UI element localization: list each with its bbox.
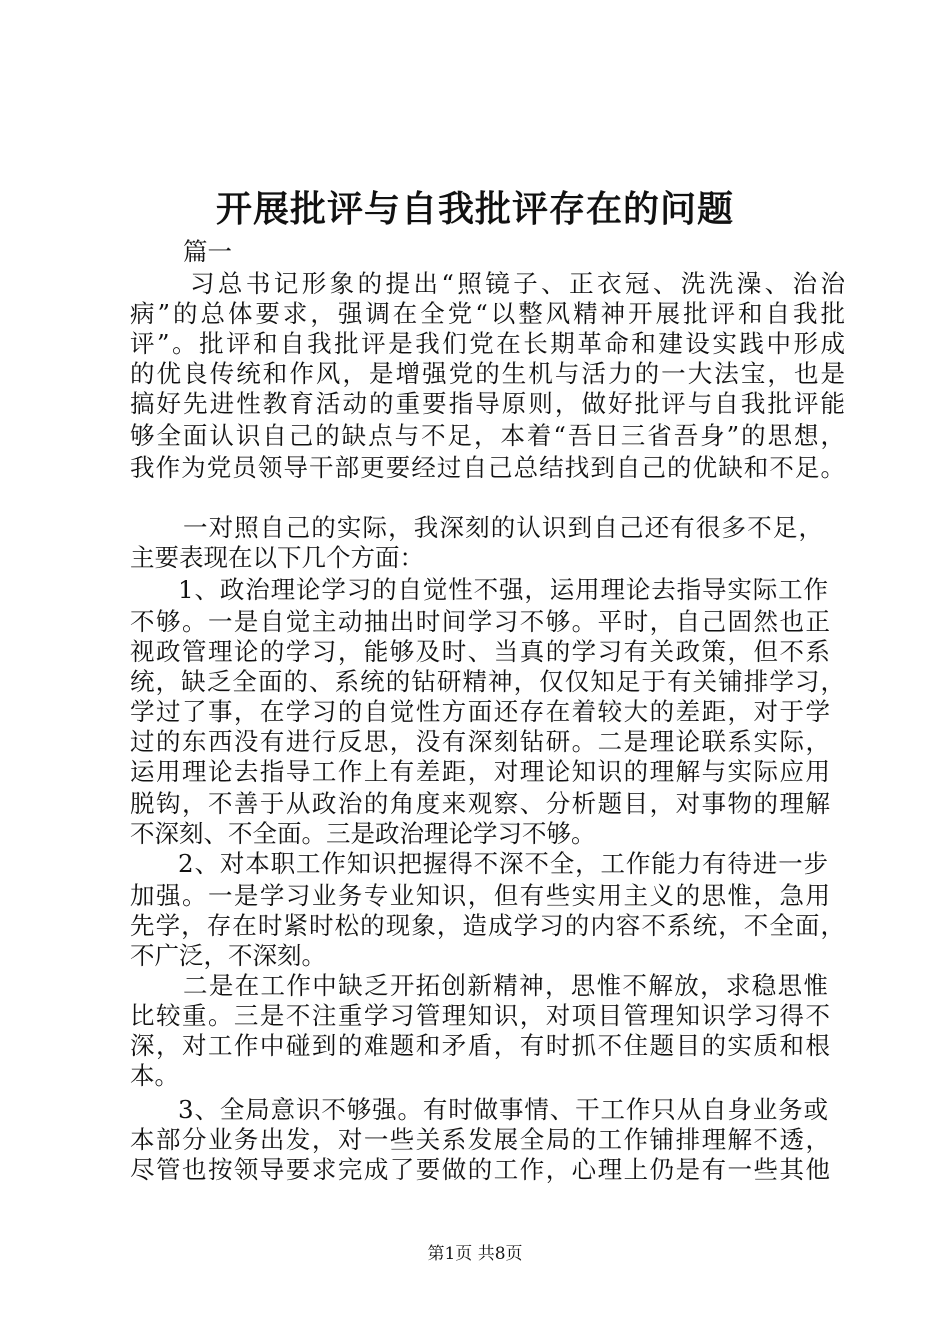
text-line: 脱钩，不善于从政治的角度来观察、分析题目，对事物的理解 bbox=[130, 789, 830, 818]
text-line: 深，对工作中碰到的难题和矛盾，有时抓不住题目的实质和根 bbox=[130, 1031, 830, 1060]
text-line: 不深刻、不全面。三是政治理论学习不够。 bbox=[130, 819, 596, 848]
text-line: 二是在工作中缺乏开拓创新精神，思惟不解放，求稳思惟 bbox=[183, 971, 828, 1000]
text-line: 3、全局意识不够强。有时做事情、干工作只从自身业务或 bbox=[178, 1095, 828, 1124]
text-line: 够全面认识自己的缺点与不足，本着“吾日三省吾身”的思想， bbox=[130, 421, 845, 450]
page-footer: 第1页 共8页 bbox=[427, 1244, 523, 1264]
text-line: 过的东西没有进行反思，没有深刻钻研。二是理论联系实际， bbox=[130, 727, 830, 756]
text-line: 1、政治理论学习的自觉性不强，运用理论去指导实际工作 bbox=[178, 575, 828, 604]
text-line: 主要表现在以下几个方面： bbox=[130, 543, 424, 572]
text-line: 比较重。三是不注重学习管理知识，对项目管理知识学习得不 bbox=[130, 1001, 830, 1030]
text-line: 的优良传统和作风，是增强党的生机与活力的一大法宝，也是 bbox=[130, 359, 845, 388]
text-line: 习总书记形象的提出“照镜子、正衣冠、洗洗澡、治治 bbox=[190, 269, 845, 298]
text-line: 学过了事，在学习的自觉性方面还存在着较大的差距，对于学 bbox=[130, 697, 830, 726]
text-line: 病”的总体要求，强调在全党“以整风精神开展批评和自我批 bbox=[130, 299, 845, 328]
text-line: 视政管理论的学习，能够及时、当真的学习有关政策，但不系 bbox=[130, 637, 830, 666]
text-line: 运用理论去指导工作上有差距，对理论知识的理解与实际应用 bbox=[130, 757, 830, 786]
text-line: 不够。一是自觉主动抽出时间学习不够。平时，自己固然也正 bbox=[130, 607, 830, 636]
text-line: 不广泛，不深刻。 bbox=[130, 941, 326, 970]
text-line: 本部分业务出发，对一些关系发展全局的工作铺排理解不透， bbox=[130, 1125, 830, 1154]
text-line: 2、对本职工作知识把握得不深不全，工作能力有待进一步 bbox=[178, 849, 828, 878]
text-line: 一对照自己的实际，我深刻的认识到自己还有很多不足， bbox=[183, 513, 823, 542]
text-line: 尽管也按领导要求完成了要做的工作，心理上仍是有一些其他 bbox=[130, 1155, 830, 1184]
section-label: 篇一 bbox=[183, 237, 232, 266]
text-line: 本。 bbox=[130, 1061, 179, 1090]
text-line: 加强。一是学习业务专业知识，但有些实用主义的思惟，急用 bbox=[130, 881, 830, 910]
text-line: 先学，存在时紧时松的现象，造成学习的内容不系统，不全面， bbox=[130, 911, 845, 940]
text-line: 评”。批评和自我批评是我们党在长期革命和建设实践中形成 bbox=[130, 329, 845, 358]
document-title: 开展批评与自我批评存在的问题 bbox=[215, 189, 734, 230]
text-line: 搞好先进性教育活动的重要指导原则，做好批评与自我批评能 bbox=[130, 389, 845, 418]
text-line: 我作为党员领导干部更要经过自己总结找到自己的优缺和不足。 bbox=[130, 453, 845, 482]
text-line: 统，缺乏全面的、系统的钻研精神，仅仅知足于有关铺排学习， bbox=[130, 667, 845, 696]
